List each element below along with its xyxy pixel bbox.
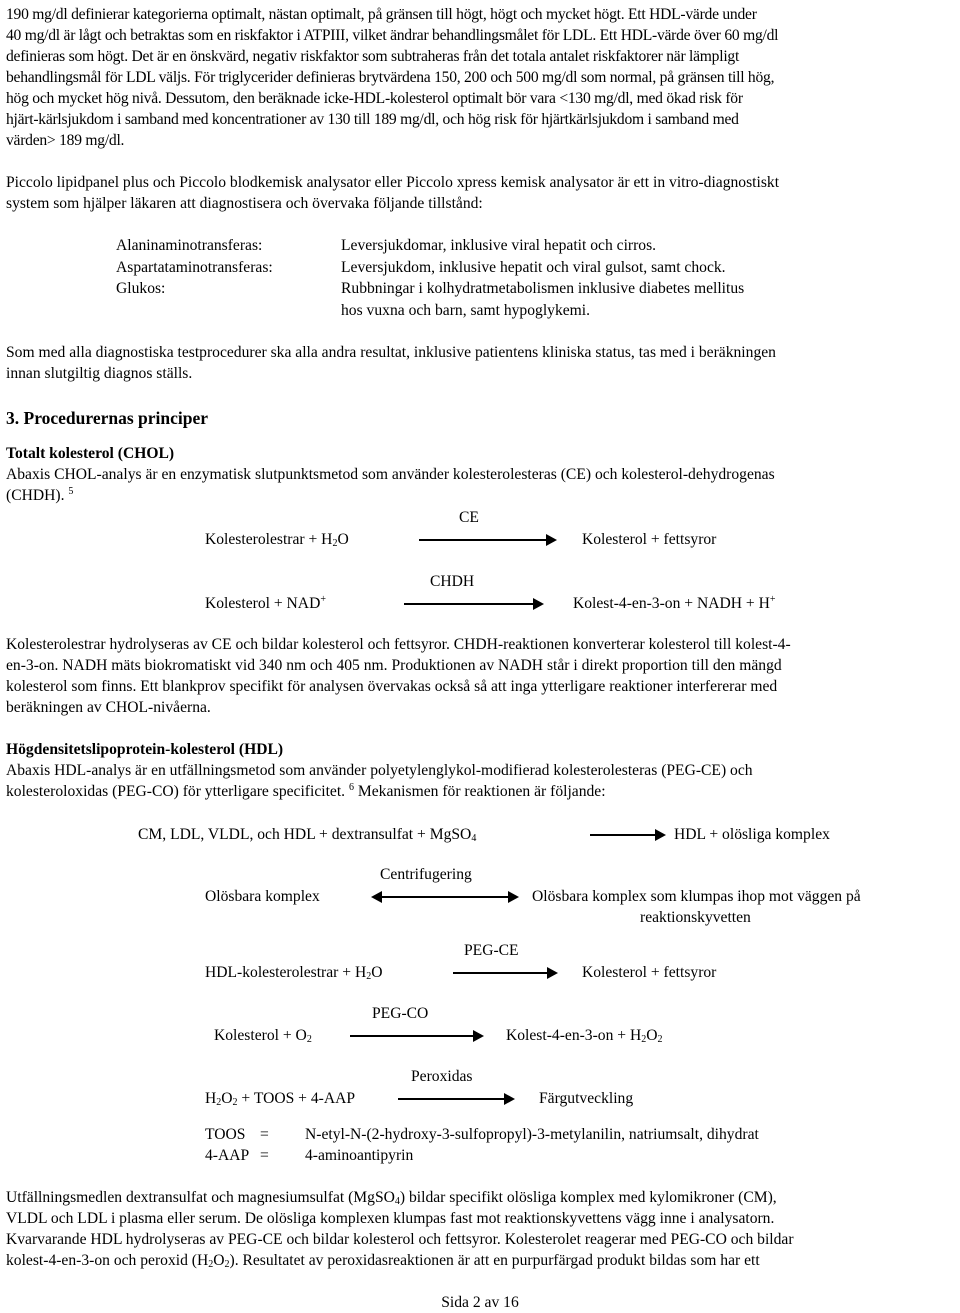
abbreviation-definition: N-etyl-N-(2-hydroxy-3-sulfopropyl)-3-metylanilin, natriumsalt, dihydrat [305, 1126, 759, 1143]
reactant: Olösbara komplex [205, 888, 320, 905]
product: HDL + olösliga komplex [674, 826, 830, 843]
abbreviation: 4-AAP [205, 1147, 250, 1164]
hdl-body: Utfällningsmedlen dextransulfat och magnesiumsulfat (MgSO$_4$) bildar specifikt olösliga komplex med kylomikroner (CM), VLDL och LDL i plasma eller serum. De olösliga komplexen klumpas fast mot reaktionskyvettens vägg inne i analysatorn. Kvarvarande HDL hydrolyseras av PEG-CE och bildar kolesterol och fettsyror. Kolesterolet reagerar med PEG-CO och bildar kolest-4-en-3-on och peroxid $(H_2O_2)$. Resultatet av peroxidasreaktionen är att en purpurfärgad produkt bildas som har ett [6, 1189, 794, 1270]
enzyme-label: CE [459, 509, 479, 526]
double-arrow-icon [373, 896, 517, 898]
chol-body: Kolesterolestrar hydrolyseras av CE och bildar kolesterol och fettsyror. CHDH-reaktionen konverterar kolesterol till kolest-4- en-3-on. NADH mäts biokromatiskt vid 340 nm och 405 nm. Produktionen av NADH står i direkt proportion till den mängd kolesterol som finns. Ett blankprov specifikt för analysen övervakas också så att inga ytterligare reaktioner interfererar med beräkningen av CHOL-nivåerna. [6, 636, 791, 716]
hdl-reaction-2 [6, 864, 950, 940]
enzyme-label: Peroxidas [411, 1068, 473, 1085]
reference-number: 5 [68, 486, 74, 497]
hdl-reaction-3 [6, 940, 950, 1003]
intro-paragraph-1: 190 mg/dl definierar kategorierna optimalt, nästan optimalt, på gränsen till högt, högt och mycket högt. Ett HDL-värde under 40 mg/dl är lågt och betraktas som en riskfaktor i ATPIII, vilket ändrar behandlingsmålet för LDL. Ett HDL-värde över 60 mg/dl definieras som högt. Det är en önskvärd, negativ riskfaktor som subtraheras från det totala antalet riskfaktorer när lämpligt behandlingsmål för LDL väljs. För triglycerider definieras brytvärdena 150, 200 och 500 mg/dl som normal, på gränsen till hög, hög och mycket hög nivå. Dessutom, den beräknade icke-HDL-kolesterol optimalt bör vara <130 mg/dl, med ökad risk för hjärt-kärlsjukdom i samband med koncentrationer av 130 till 189 mg/dl, och hög risk för hjärtkärlsjukdom i samband med värden> 189 mg/dl. [6, 6, 779, 149]
enzyme-label: CHDH [430, 573, 475, 590]
product-continued: reaktionskyvetten [640, 909, 751, 926]
reactant: CM, LDL, VLDL, och HDL + dextransulfat + MgSO$_4$ [138, 826, 477, 844]
document-page: 190 mg/dl definierar kategorierna optimalt, nästan optimalt, på gränsen till högt, högt och mycket högt. Ett HDL-värde under 40 mg/dl är lågt och betraktas som en riskfaktor i ATPIII, vilket ändrar behandlingsmålet för LDL. Ett HDL-värde över 60 mg/dl definieras som högt. Det är en önskvärd, negativ riskfaktor som subtraheras från det totala antalet riskfaktorer när lämpligt behandlingsmål för LDL väljs. För triglycerider definieras brytvärdena 150, 200 och 500 mg/dl som normal, på gränsen till hög, hög och mycket hög nivå. Dessutom, den beräknade icke-HDL-kolesterol optimalt bör vara <130 mg/dl, med ökad risk för hjärt-kärlsjukdom i samband med koncentrationer av 130 till 189 mg/dl, och hög risk för hjärtkärlsjukdom i samband med värden> 189 mg/dl. Piccolo lipidpanel plus och Piccolo blodkemisk analysator eller Piccolo xpress kemisk analysator är ett in vitro-diagnostiskt system som hjälper läkaren att diagnostisera och övervaka följande tillstånd: Alaninaminotransferas: Leversjukdomar, inklusive viral hepatit och cirros. Aspartataminotransferas: Leversjukdom, inklusive hepatit och viral gulsot, samt chock. Glukos: Rubbningar i kolhydratmetabolismen inklusive diabetes mellitus hos vuxna och barn, samt hypoglykemi. Som med alla diagnostiska testprocedurer ska alla andra resultat, inklusive patientens kliniska status, tas med i beräkningen innan slutgiltig diagnos ställs. 3. Procedurernas principer Totalt kolesterol (CHOL) Abaxis CHOL-analys är en enzymatisk slutpunktsmetod som använder kolesterolesteras (CE) och kolesterol-dehydrogenas (CHDH). $^5$ CE Kolesterolestrar + $H_2O$ Kolesterol + fettsyror CHDH Kolesterol + NAD+ Kolest-4-en-3-on + NADH + H+ Kolesterolestrar hydrolyseras av CE och bildar kolesterol och fettsyror. CHDH-reaktionen konverterar kolesterol till kolest-4- en-3-on. NADH mäts biokromatiskt vid 340 nm och 405 nm. Produktionen av NADH står i direkt proportion till den mängd kolesterol som finns. Ett blankprov specifikt för analysen övervakas också så att inga ytterligare reaktioner interfererar med beräkningen av CHOL-nivåerna. Högdensitetslipoprotein-kolesterol (HDL) Abaxis HDL-analys är en utfällningsmetod som använder polyetylenglykol-modifierad kolesterolesteras (PEG-CE) och kolesteroloxidas (PEG-CO) för ytterligare specificitet. $^6$ Mekanismen för reaktionen är följande: CM, LDL, VLDL, och HDL + dextransulfat + MgSO$_4$ HDL + olösliga komplex Centrifugering Olösbara komplex Olösbara komplex som klumpas ihop mot väggen på reaktionskyvetten PEG-CE HDL-kolesterolestrar + $H_2O$ Kolesterol + fettsyror PEG-CO Kolesterol + $O_2$ Kolest-4-en-3-on + $H_2O_2$ Peroxidas $H_2O_2$ + TOOS + 4-AAP Färgutveckling TOOS = N-etyl-N-(2-hydroxy-3-sulfopropyl)-3-metylanilin, natriumsalt, dihydrat 4-AAP = 4-aminoantipyrin Utfällningsmedlen dextransulfat och magnesiumsulfat (MgSO$_4$) bildar specifikt olösliga komplex med kylomikroner (CM), VLDL och LDL i plasma eller serum. De olösliga komplexen klumpas fast mot reaktionskyvettens vägg inne i analysatorn. Kvarvarande HDL hydrolyseras av PEG-CE och bildar kolesterol och fettsyror. Kolesterolet reagerar med PEG-CO och bildar kolest-4-en-3-on och peroxid $(H_2O_2)$. Resultatet av peroxidasreaktionen är att en purpurfärgad produkt bildas som har ett [6, 4, 950, 1271]
enzyme-label: PEG-CO [372, 1005, 429, 1022]
arrow-right-icon [350, 1035, 482, 1037]
section-title: 3. Procedurernas principer [6, 408, 209, 428]
condition-desc: Leversjukdom, inklusive hepatit och viral gulsot, samt chock. [341, 258, 726, 276]
arrow-right-icon [590, 834, 664, 836]
hdl-intro: Abaxis HDL-analys är en utfällningsmetod som använder polyetylenglykol-modifierad kolesterolesteras (PEG-CE) och [6, 762, 753, 779]
condition-name: Glukos: [116, 280, 166, 297]
reference-number: 6 [348, 782, 354, 793]
arrow-right-icon [453, 972, 556, 974]
hdl-reaction-5 [6, 1066, 950, 1114]
equals-sign: = [260, 1147, 269, 1164]
condition-desc: Rubbningar i kolhydratmetabolismen inklusive diabetes mellitus [341, 280, 745, 297]
abbreviation-definition: 4-aminoantipyrin [305, 1147, 414, 1164]
condition-desc: hos vuxna och barn, samt hypoglykemi. [341, 301, 591, 319]
enzyme-label: PEG-CE [464, 942, 519, 959]
product: Färgutveckling [539, 1090, 634, 1107]
conditions-list [116, 235, 950, 321]
product: Kolesterol + fettsyror [582, 531, 717, 548]
hdl-heading: Högdensitetslipoprotein-kolesterol (HDL) [6, 741, 284, 758]
product: Kolest-4-en-3-on + NADH + H+ [573, 594, 776, 612]
condition-name: Aspartataminotransferas: [116, 258, 273, 276]
condition-name: Alaninaminotransferas: [116, 237, 263, 254]
arrow-right-icon [419, 539, 555, 541]
reactant: Kolesterol + $O_2$ [214, 1027, 312, 1045]
chol-heading: Totalt kolesterol (CHOL) [6, 445, 175, 462]
arrow-right-icon [398, 1098, 513, 1100]
page-number: Sida 2 av 16 [441, 1294, 519, 1311]
hdl-reaction-4 [6, 1003, 950, 1066]
reactant: Kolesterol + NAD+ [205, 594, 326, 612]
intro-paragraph-2: Piccolo lipidpanel plus och Piccolo blodkemisk analysator eller Piccolo xpress kemisk analysator är ett in vitro-diagnostiskt system som hjälper läkaren att diagnostisera och övervaka följande tillstånd: [6, 174, 780, 212]
hdl-reaction-1 [6, 802, 950, 864]
condition-name [116, 300, 341, 322]
chol-reaction-2 [6, 570, 950, 634]
condition-desc: Leversjukdomar, inklusive viral hepatit och cirros. [341, 237, 657, 254]
product: Kolesterol + fettsyror [582, 964, 717, 981]
abbreviation: TOOS [205, 1126, 246, 1143]
reactant: $H_2O_2$ + TOOS + 4-AAP [205, 1090, 356, 1108]
process-label: Centrifugering [380, 866, 472, 883]
product: Olösbara komplex som klumpas ihop mot väggen på [532, 888, 861, 905]
product: Kolest-4-en-3-on + $H_2O_2$ [506, 1027, 663, 1045]
abbreviation-list [205, 1124, 950, 1166]
equals-sign: = [260, 1126, 269, 1143]
reactant: HDL-kolesterolestrar + $H_2O$ [205, 964, 383, 982]
intro-paragraph-3: Som med alla diagnostiska testprocedurer ska alla andra resultat, inklusive patientens kliniska status, tas med i beräkningen innan slutgiltig diagnos ställs. [6, 344, 776, 382]
chol-intro: Abaxis CHOL-analys är en enzymatisk slutpunktsmetod som använder kolesterolesteras (CE) och kolesterol-dehydrogenas [6, 466, 775, 483]
reactant: Kolesterolestrar + $H_2O$ [205, 531, 349, 549]
chol-reaction-1 [6, 506, 950, 570]
arrow-right-icon [404, 603, 542, 605]
